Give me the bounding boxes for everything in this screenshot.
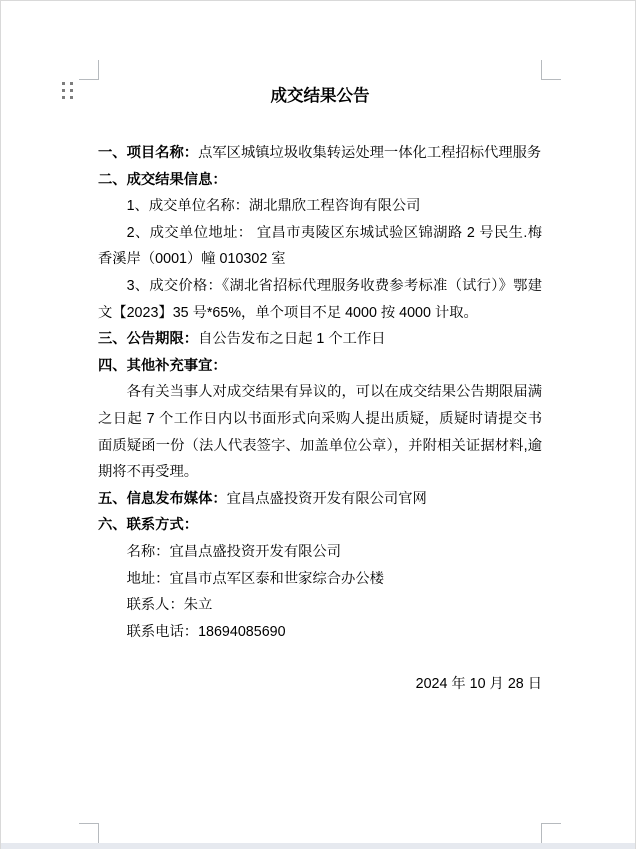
paragraph-text: 宜昌点盛投资开发有限公司官网: [226, 490, 427, 507]
paragraph-label: 四、其他补充事宜：: [98, 357, 227, 374]
paragraph-text: 各有关当事人对成交结果有异议的，可以在成交结果公告期限届满之日起 7 个工作日内以书面形式向采购人提出质疑，质疑时请提交书面质疑函一份（法人代表签字、加盖单位公章），并附相关证据材料,逾期将不再受理。: [98, 384, 542, 481]
paragraph-contact-person: [98, 592, 542, 619]
paragraph-label: 五、信息发布媒体：: [98, 490, 227, 507]
margin-mark-bottom-left-icon: [79, 823, 99, 843]
paragraph-text: 3、成交价格：《湖北省招标代理服务收费参考标准（试行）》鄂建文【2023】35 号*65%，单个项目不足 4000 按 4000 计取。: [98, 277, 542, 321]
page-title: 成交结果公告: [270, 87, 370, 105]
paragraph-text: 自公告发布之日起 1 个工作日: [198, 331, 386, 348]
page-bottom-strip: [1, 843, 635, 849]
paragraph-winner-address: [98, 220, 542, 273]
document-date: 2024 年 10 月 28 日: [415, 676, 542, 693]
paragraph-winner-name: [98, 193, 542, 220]
drag-handle-icon[interactable]: [62, 82, 73, 99]
paragraph-label: 一、项目名称：: [98, 145, 199, 161]
paragraph-project-name: [98, 140, 542, 167]
paragraph-contact-heading: [98, 512, 542, 539]
paragraph-objection-note: [98, 379, 542, 485]
paragraph-text: 联系人：朱立: [126, 597, 213, 614]
paragraph-announcement-period: [98, 326, 542, 353]
paragraph-text: 点军区城镇垃圾收集转运处理一体化工程招标代理服务: [198, 145, 542, 161]
paragraph-result-heading: [98, 167, 542, 194]
paragraph-label: 六、联系方式：: [98, 517, 199, 534]
margin-mark-top-right-icon: [541, 60, 561, 80]
paragraph-label: 二、成交结果信息：: [98, 171, 227, 188]
paragraph-text: 地址：宜昌市点军区泰和世家综合办公楼: [126, 570, 384, 587]
paragraph-text: 名称：宜昌点盛投资开发有限公司: [126, 543, 342, 560]
margin-mark-bottom-right-icon: [541, 823, 561, 843]
paragraph-text: 联系电话：18694085690: [126, 623, 286, 640]
paragraph-text: 1、成交单位名称：湖北鼎欣工程咨询有限公司: [126, 198, 421, 215]
paragraph-contact-phone: [98, 619, 542, 646]
paragraph-price: [98, 273, 542, 326]
margin-mark-top-left-icon: [79, 60, 99, 80]
paragraph-label: 三、公告期限：: [98, 331, 199, 348]
paragraph-contact-address: [98, 566, 542, 593]
paragraph-text: 2、成交单位地址： 宜昌市夷陵区东城试验区锦湖路 2 号民生.梅香溪岸（0001）幢 010302 室: [98, 224, 542, 268]
document-body: [98, 85, 542, 698]
paragraph-supplement-heading: [98, 353, 542, 380]
paragraph-media: [98, 486, 542, 513]
paragraph-contact-name: [98, 539, 542, 566]
